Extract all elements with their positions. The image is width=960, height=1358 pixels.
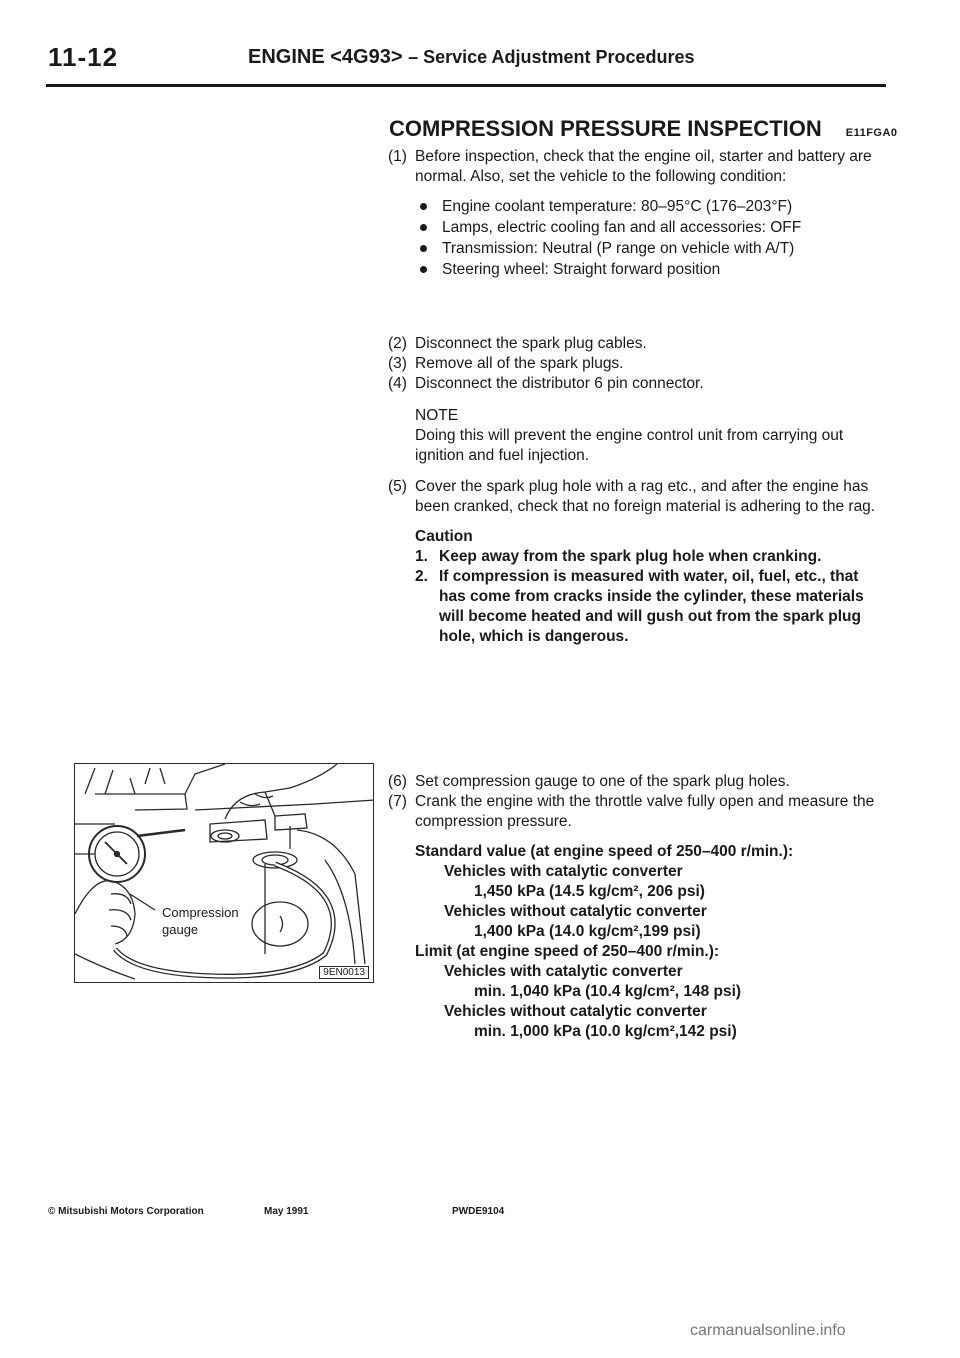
- spec-condition: Vehicles without catalytic converter: [444, 1003, 707, 1020]
- step-2: [388, 334, 884, 354]
- note-label: NOTE: [415, 407, 459, 424]
- note-text: Doing this will prevent the engine control unit from carrying out ignition and fuel injection.: [415, 427, 844, 464]
- figure-label: gauge: [162, 922, 199, 937]
- step-number: (3): [388, 355, 407, 372]
- page-number: 11-12: [48, 42, 119, 72]
- condition-text: Transmission: Neutral (P range on vehicle with A/T): [442, 240, 795, 257]
- step-1-block: [388, 147, 884, 281]
- bullet-icon: [420, 203, 427, 210]
- step-text: Before inspection, check that the engine oil, starter and battery are normal. Also, set the vehicle to the following condition:: [415, 148, 872, 185]
- step-number: (4): [388, 375, 407, 392]
- condition-item: [416, 197, 884, 217]
- caution-text: Keep away from the spark plug hole when cranking.: [439, 548, 822, 565]
- condition-item: [416, 218, 884, 238]
- step-text: Crank the engine with the throttle valve fully open and measure the compression pressure.: [415, 793, 875, 830]
- step-7: [388, 792, 884, 832]
- caution-label: Caution: [415, 528, 473, 545]
- limit-label: Limit (at engine speed of 250–400 r/min.):: [415, 943, 720, 960]
- caution-list: [388, 547, 884, 647]
- step-number: (2): [388, 335, 407, 352]
- condition-text: Lamps, electric cooling fan and all accessories: OFF: [442, 219, 802, 236]
- section-code: E11FGA0: [845, 127, 898, 139]
- condition-item: [416, 239, 884, 259]
- figure-code: 9EN0013: [319, 966, 369, 979]
- step-text: Remove all of the spark plugs.: [415, 355, 624, 372]
- spec-value: 1,450 kPa (14.5 kg/cm², 206 psi): [474, 883, 705, 900]
- compression-gauge-figure: [74, 763, 374, 983]
- step-5: [388, 477, 884, 517]
- standard-value-label: Standard value (at engine speed of 250–400 r/min.):: [415, 843, 794, 860]
- spec-value: 1,400 kPa (14.0 kg/cm²,199 psi): [474, 923, 701, 940]
- step-text: Disconnect the distributor 6 pin connector.: [415, 375, 704, 392]
- figure-label: Compression: [162, 905, 239, 920]
- note-block: [388, 406, 884, 466]
- spec-value: min. 1,000 kPa (10.0 kg/cm²,142 psi): [474, 1023, 737, 1040]
- bullet-icon: [420, 224, 427, 231]
- condition-text: Engine coolant temperature: 80–95°C (176–203°F): [442, 198, 793, 215]
- step-1: [388, 147, 884, 187]
- caution-number: 2.: [415, 568, 428, 585]
- caution-item: [415, 547, 884, 567]
- step-number: (5): [388, 478, 407, 495]
- caution-item: [415, 567, 884, 647]
- step-4: [388, 374, 884, 394]
- condition-item: [416, 260, 884, 280]
- step-text: Disconnect the spark plug cables.: [415, 335, 647, 352]
- caution-text: If compression is measured with water, oil, fuel, etc., that has come from cracks inside the cylinder, these materials will become heated and will gush out from the spark plug hole, which is dangerous.: [439, 568, 864, 645]
- spec-condition: Vehicles without catalytic converter: [444, 903, 707, 920]
- step-text: Set compression gauge to one of the spark plug holes.: [415, 773, 790, 790]
- spec-condition: Vehicles with catalytic converter: [444, 863, 683, 880]
- spec-block: [388, 842, 884, 1042]
- header-rule: [46, 84, 886, 87]
- step-text: Cover the spark plug hole with a rag etc., and after the engine has been cranked, check that no foreign material is adhering to the rag.: [415, 478, 876, 515]
- steps-6-7-block: [388, 772, 884, 1042]
- step-number: (7): [388, 793, 407, 810]
- step-number: (6): [388, 773, 407, 790]
- compression-gauge-illustration: [75, 764, 374, 983]
- step-3: [388, 354, 884, 374]
- step-number: (1): [388, 148, 407, 165]
- spec-condition: Vehicles with catalytic converter: [444, 963, 683, 980]
- section-title: [389, 116, 898, 142]
- section-title-text: COMPRESSION PRESSURE INSPECTION: [389, 116, 822, 141]
- running-title-main: ENGINE <4G93>: [248, 46, 403, 68]
- running-title: [248, 46, 695, 69]
- step-6: [388, 772, 884, 792]
- condition-list: [388, 197, 884, 280]
- caution-number: 1.: [415, 548, 428, 565]
- bullet-icon: [420, 245, 427, 252]
- steps-2-5-block: [388, 334, 884, 647]
- bullet-icon: [420, 266, 427, 273]
- condition-text: Steering wheel: Straight forward position: [442, 261, 721, 278]
- watermark: carmanualsonline.info: [690, 1322, 846, 1339]
- spec-value: min. 1,040 kPa (10.4 kg/cm², 148 psi): [474, 983, 742, 1000]
- footer-code: PWDE9104: [452, 1206, 505, 1217]
- footer-date: May 1991: [264, 1206, 309, 1217]
- footer-copyright: © Mitsubishi Motors Corporation: [48, 1206, 204, 1217]
- running-title-sub: – Service Adjustment Procedures: [408, 47, 695, 67]
